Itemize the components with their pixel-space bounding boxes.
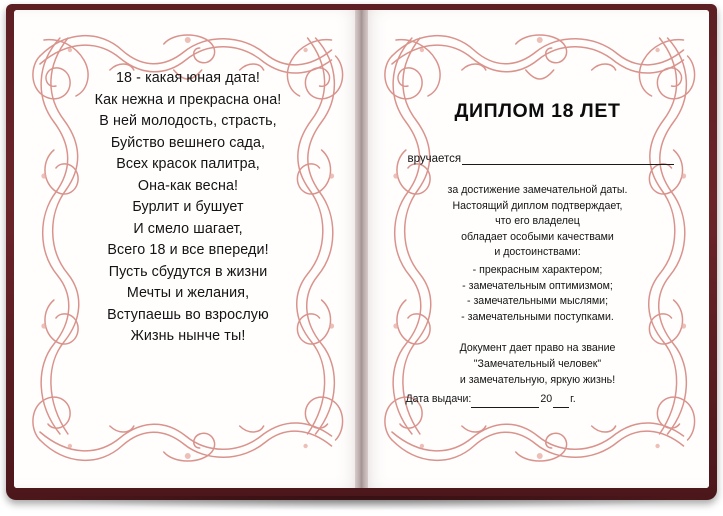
poem-line: Мечты и желания, [126, 285, 250, 301]
closing-line: Документ дает право на звание [459, 342, 616, 355]
statement-line: за достижение замечательной даты. [447, 184, 628, 196]
closing-line: "Замечательный человек" [473, 357, 602, 370]
right-page [362, 10, 710, 488]
poem-line: Жизнь нынче ты! [130, 328, 246, 344]
poem-line: Буйство вешнего сада, [110, 134, 266, 151]
left-page [14, 10, 362, 488]
issue-year-blank[interactable] [553, 397, 569, 408]
poem-line: В ней молодость, страсть, [99, 113, 277, 129]
poem-line: Бурлит и бушует [132, 199, 244, 215]
statement-line: Настоящий диплом подтверждает, [452, 199, 623, 212]
diploma-title: ДИПЛОМ 18 ЛЕТ [454, 100, 621, 122]
poem-line: Она-как весна! [137, 177, 239, 194]
poem-line: 18 - какая юная дата! [115, 70, 261, 86]
poem-text [48, 68, 328, 348]
poem-line: Всех красок палитра, [116, 156, 260, 172]
poem-line: И смело шагает, [133, 220, 243, 237]
statement-line: и достоинствами: [494, 246, 581, 259]
poem-line: Вступаешь во взрослую [107, 306, 269, 323]
poem-block [48, 68, 328, 438]
issue-date-row [402, 392, 674, 408]
poem-line: Пусть сбудутся в жизни [108, 263, 268, 280]
statement-line: что его владелец [495, 215, 580, 228]
closing-statement [402, 341, 674, 388]
issue-date-label: Дата выдачи: [405, 393, 472, 406]
issue-year-suffix: г. [570, 393, 576, 406]
closing-line: и замечательную, яркую жизнь! [459, 373, 616, 386]
quality-item: - замечательным оптимизмом; [462, 279, 613, 292]
quality-item: - замечательными мыслями; [466, 295, 609, 308]
awarded-to-row [402, 153, 674, 165]
awarded-name-blank[interactable] [462, 153, 673, 165]
certificate-body [402, 62, 674, 442]
quality-item: - замечательными поступками. [461, 310, 614, 323]
quality-item: - прекрасным характером; [472, 263, 603, 276]
issue-date-blank[interactable] [471, 397, 539, 408]
qualities-list [402, 263, 674, 325]
issue-year-prefix: 20 [540, 393, 553, 406]
certificate-statement [402, 183, 674, 261]
statement-line: обладает особыми качествами [461, 230, 614, 243]
poem-line: Как нежна и прекрасна она! [94, 91, 282, 108]
awarded-label: вручается [407, 153, 462, 165]
poem-line: Всего 18 и все впереди! [107, 242, 269, 258]
diploma-page-spread [14, 10, 709, 488]
